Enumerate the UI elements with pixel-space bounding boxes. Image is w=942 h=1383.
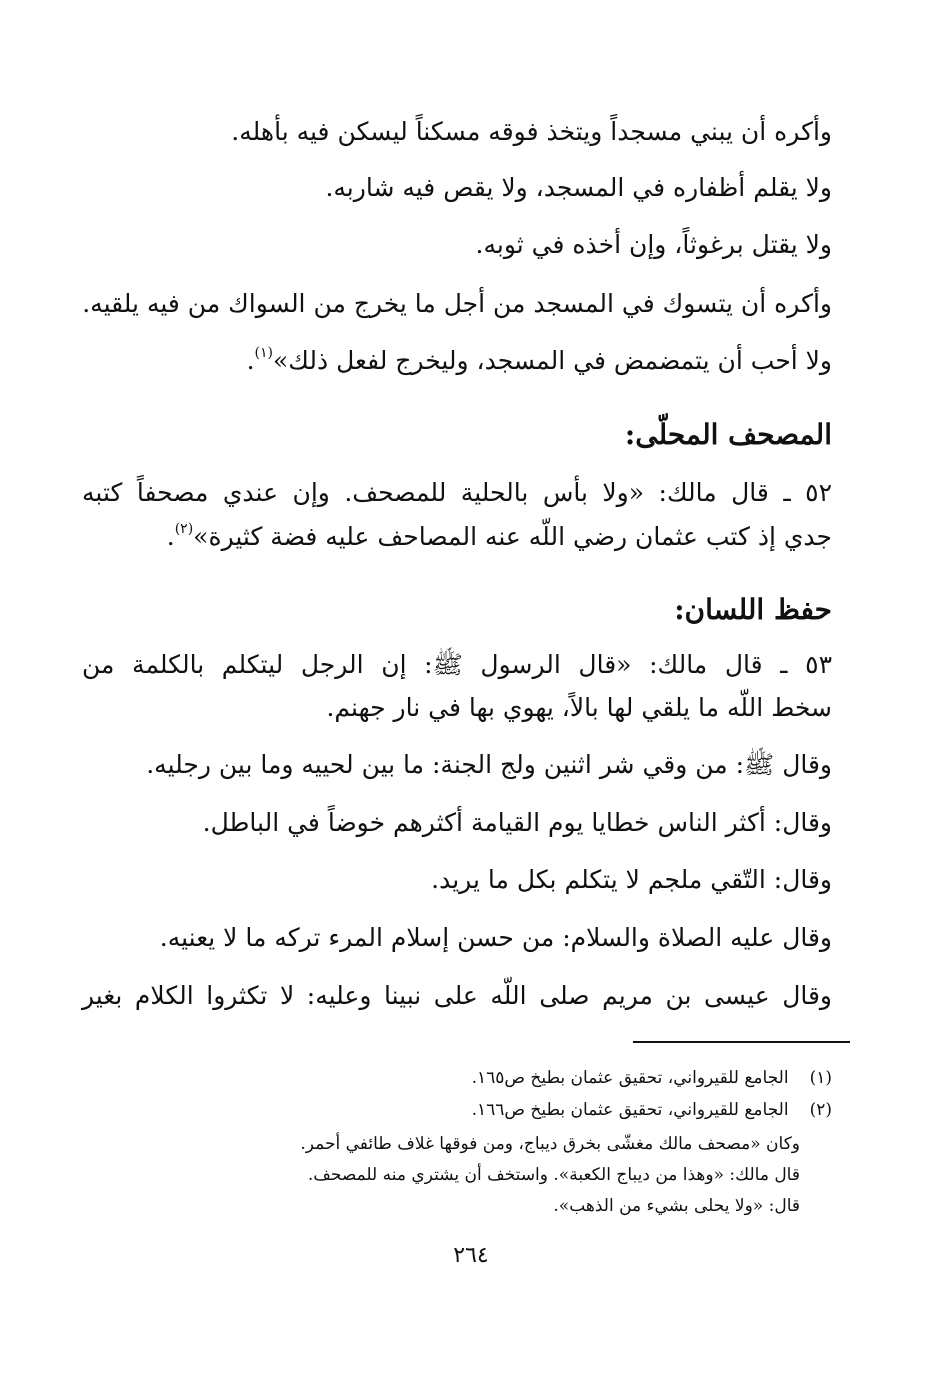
footnote-number: (١) [809, 1068, 832, 1088]
footnote-number: (٢) [809, 1100, 832, 1120]
footnote-separator [633, 1041, 850, 1043]
footnote-2 [472, 1096, 832, 1124]
body-line-with-ref [247, 341, 832, 381]
paragraph-line: ٥٢ ـ قال مالك: «ولا بأس بالحلية للمصحف. وإن عندي مصحفاً كتبه [82, 478, 832, 507]
body-line: وقال: التّقي ملجم لا يتكلم بكل ما يريد. [431, 865, 832, 894]
body-line: ولا يقلم أظفاره في المسجد، ولا يقص فيه شاربه. [325, 173, 832, 202]
footnote-text: الجامع للقيرواني، تحقيق عثمان بطيخ ص١٦٥. [471, 1068, 789, 1088]
body-line: وقال عيسى بن مريم صلى اللّه على نبينا وعليه: لا تكثروا الكلام بغير [82, 981, 832, 1010]
footnote-2-continuation: وكان «مصحف مالك مغشّى بخرق ديباج، ومن فوقها غلاف طائفي أحمر. [300, 1134, 800, 1154]
footnote-text: الجامع للقيرواني، تحقيق عثمان بطيخ ص١٦٦. [471, 1100, 789, 1120]
period: . [166, 522, 175, 551]
body-line: ولا يقتل برغوثاً، وإن أخذه في ثوبه. [475, 230, 832, 259]
paragraph-line: سخط اللّه ما يلقي لها بالاً، يهوي بها في نار جهنم. [326, 693, 832, 722]
footnote-2-continuation: قال: «ولا يحلى بشيء من الذهب». [553, 1196, 800, 1216]
body-line: وأكره أن يبني مسجداً ويتخذ فوقه مسكناً ليسكن فيه بأهله. [231, 117, 832, 146]
body-line: وقال: أكثر الناس خطايا يوم القيامة أكثرهم خوضاً في الباطل. [202, 808, 832, 837]
body-line: وقال عليه الصلاة والسلام: من حسن إسلام المرء تركه ما لا يعنيه. [159, 923, 832, 952]
page-number: ٢٦٤ [453, 1243, 489, 1268]
footnote-ref: (١) [254, 345, 274, 361]
section-heading: المصحف المحلّى: [624, 418, 832, 451]
paragraph-line-with-ref [167, 517, 832, 557]
footnote-ref: (٢) [174, 521, 194, 537]
body-line: وقال ﷺ: من وقي شر اثنين ولج الجنة: ما بين لحييه وما بين رجليه. [146, 750, 832, 779]
body-line-text: ولا أحب أن يتمضمض في المسجد، وليخرج لفعل ذلك» [273, 346, 832, 375]
footnote-2-continuation: قال مالك: «وهذا من ديباج الكعبة». واستخف أن يشتري منه للمصحف. [307, 1165, 800, 1185]
body-line: وأكره أن يتسوك في المسجد من أجل ما يخرج من السواك من فيه يلقيه. [82, 289, 832, 318]
footnote-1 [472, 1064, 832, 1092]
paragraph-line: ٥٣ ـ قال مالك: «قال الرسول ﷺ: إن الرجل ليتكلم بالكلمة من [82, 650, 832, 679]
paragraph-line-text: جدي إذ كتب عثمان رضي اللّه عنه المصاحف عليه فضة كثيرة» [193, 522, 832, 551]
section-heading: حفظ اللسان: [674, 593, 832, 626]
period: . [246, 346, 255, 375]
